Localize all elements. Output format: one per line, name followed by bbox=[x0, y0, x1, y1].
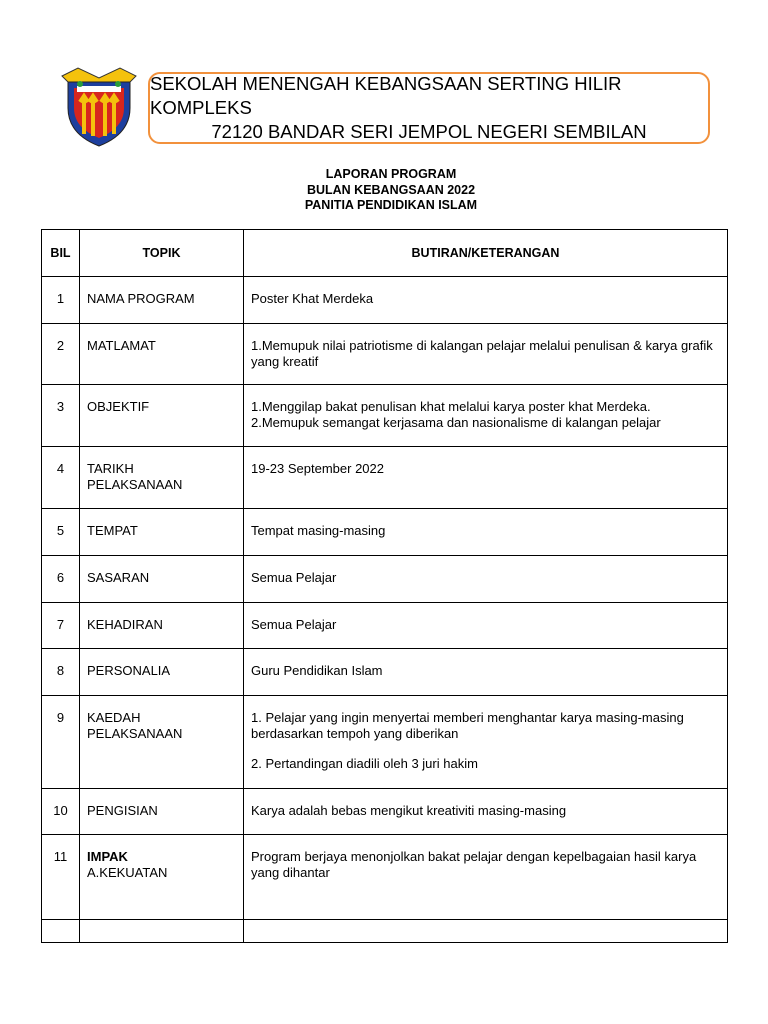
school-address: 72120 BANDAR SERI JEMPOL NEGERI SEMBILAN bbox=[211, 121, 647, 142]
row-detail bbox=[244, 385, 728, 447]
row-detail: Karya adalah bebas mengikut kreativiti masing-masing bbox=[244, 789, 728, 835]
row-number: 10 bbox=[42, 789, 80, 835]
table-row bbox=[42, 920, 728, 943]
row-topic: PERSONALIA bbox=[80, 649, 244, 696]
school-crest-logo bbox=[58, 64, 140, 148]
row-number: 11 bbox=[42, 835, 80, 920]
row-number: 6 bbox=[42, 556, 80, 603]
row-topic: TEMPAT bbox=[80, 509, 244, 556]
row-number: 9 bbox=[42, 696, 80, 789]
table-row bbox=[42, 509, 728, 556]
school-header-box bbox=[148, 72, 710, 144]
row-detail bbox=[244, 696, 728, 789]
row-number bbox=[42, 920, 80, 943]
report-committee: PANITIA PENDIDIKAN ISLAM bbox=[304, 198, 478, 212]
row-number: 4 bbox=[42, 447, 80, 509]
row-topic: MATLAMAT bbox=[80, 324, 244, 385]
topic-line: PELAKSANAAN bbox=[87, 477, 183, 492]
table-row bbox=[42, 649, 728, 696]
table-row bbox=[42, 556, 728, 603]
detail-line: 2.Memupuk semangat kerjasama dan nasionalisme di kalangan pelajar bbox=[251, 415, 661, 430]
row-detail: Poster Khat Merdeka bbox=[244, 277, 728, 324]
row-topic bbox=[80, 920, 244, 943]
table-row bbox=[42, 696, 728, 789]
report-table bbox=[41, 229, 728, 943]
row-number: 2 bbox=[42, 324, 80, 385]
topic-line: IMPAK bbox=[87, 849, 128, 864]
row-topic: OBJEKTIF bbox=[80, 385, 244, 447]
table-row bbox=[42, 385, 728, 447]
topic-line: PELAKSANAAN bbox=[87, 726, 183, 741]
row-topic bbox=[80, 447, 244, 509]
detail-line: 1.Menggilap bakat penulisan khat melalui karya poster khat Merdeka. bbox=[251, 399, 651, 414]
row-topic: PENGISIAN bbox=[80, 789, 244, 835]
topic-line: A.KEKUATAN bbox=[87, 865, 168, 880]
row-detail bbox=[244, 920, 728, 943]
row-number: 1 bbox=[42, 277, 80, 324]
school-name: SEKOLAH MENENGAH KEBANGSAAN SERTING HILIR KOMPLEKS bbox=[150, 73, 622, 118]
row-number: 3 bbox=[42, 385, 80, 447]
report-title: LAPORAN PROGRAM bbox=[325, 167, 457, 181]
row-number: 8 bbox=[42, 649, 80, 696]
row-topic: NAMA PROGRAM bbox=[80, 277, 244, 324]
table-row bbox=[42, 447, 728, 509]
topic-line: KAEDAH bbox=[87, 710, 141, 725]
row-number: 5 bbox=[42, 509, 80, 556]
row-detail: Program berjaya menonjolkan bakat pelajar dengan kepelbagaian hasil karya yang dihantar bbox=[244, 835, 728, 920]
topic-line: TARIKH bbox=[87, 461, 134, 476]
report-titles bbox=[0, 167, 768, 214]
row-detail: 1.Memupuk nilai patriotisme di kalangan pelajar melalui penulisan & karya grafik yang kreatif bbox=[244, 324, 728, 385]
row-detail: Guru Pendidikan Islam bbox=[244, 649, 728, 696]
row-number: 7 bbox=[42, 603, 80, 649]
table-header-row bbox=[42, 230, 728, 277]
row-topic bbox=[80, 835, 244, 920]
table-row bbox=[42, 603, 728, 649]
header-bil: BIL bbox=[42, 230, 80, 277]
row-detail: 19-23 September 2022 bbox=[244, 447, 728, 509]
header-butiran: BUTIRAN/KETERANGAN bbox=[244, 230, 728, 277]
row-detail: Semua Pelajar bbox=[244, 556, 728, 603]
table-row bbox=[42, 324, 728, 385]
report-subtitle: BULAN KEBANGSAAN 2022 bbox=[306, 182, 476, 197]
detail-line: 2. Pertandingan diadili oleh 3 juri hakim bbox=[251, 756, 478, 771]
detail-line: 1. Pelajar yang ingin menyertai memberi menghantar karya masing-masing berdasarkan tempoh yang diberikan bbox=[251, 710, 684, 741]
row-detail: Semua Pelajar bbox=[244, 603, 728, 649]
row-topic: SASARAN bbox=[80, 556, 244, 603]
row-detail: Tempat masing-masing bbox=[244, 509, 728, 556]
header-topik: TOPIK bbox=[80, 230, 244, 277]
table-row bbox=[42, 835, 728, 920]
row-topic: KEHADIRAN bbox=[80, 603, 244, 649]
row-topic bbox=[80, 696, 244, 789]
table-row bbox=[42, 277, 728, 324]
table-row bbox=[42, 789, 728, 835]
